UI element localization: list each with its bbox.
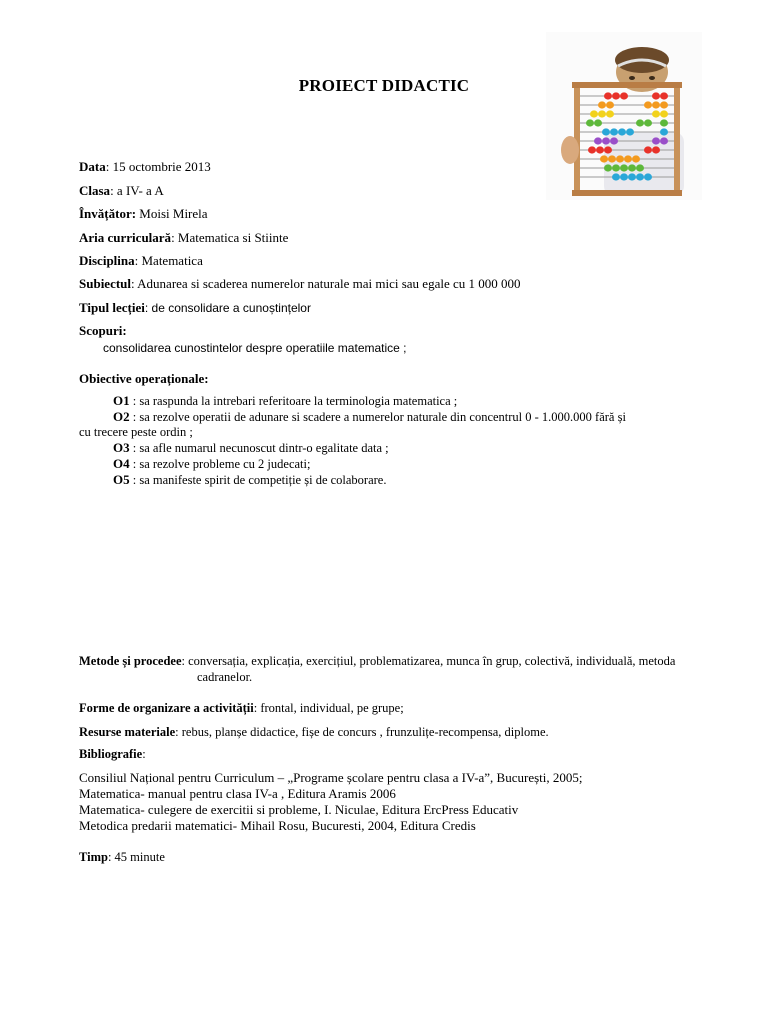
objective-o4-text: : sa rezolve probleme cu 2 judecati;	[129, 457, 311, 471]
field-tipul-label: Tipul lecției	[79, 300, 145, 315]
field-resurse	[79, 724, 549, 740]
field-subiectul-label: Subiectul	[79, 276, 132, 291]
metode-line1	[79, 653, 675, 669]
objective-o1	[113, 393, 457, 409]
bibliografie-label: Bibliografie	[79, 747, 143, 761]
obiective-heading	[79, 371, 209, 387]
field-invatator-value: Moisi Mirela	[136, 206, 208, 221]
field-tipul-value: : de consolidare a cunoștințelor	[144, 301, 311, 315]
field-disciplina	[79, 253, 203, 269]
bibliografie-colon: :	[142, 747, 146, 761]
document-title: PROIECT DIDACTIC	[298, 76, 470, 95]
forme-label: Forme de organizare a activității	[79, 701, 254, 715]
objective-o4-code: O4	[113, 456, 130, 471]
timp-label: Timp	[79, 850, 108, 864]
objective-o3-text: : sa afle numarul necunoscut dintr-o egalitate data ;	[129, 441, 389, 455]
resurse-label: Resurse materiale	[79, 725, 176, 739]
field-data	[79, 159, 211, 175]
field-clasa-value: : a IV- a A	[110, 183, 164, 198]
timp-value: : 45 minute	[107, 850, 165, 864]
field-invatator	[79, 206, 208, 222]
field-forme	[79, 700, 404, 716]
field-clasa-label: Clasa	[79, 183, 111, 198]
objective-o4	[113, 456, 310, 472]
abacus-illustration	[546, 32, 702, 200]
bibliography-item: Metodica predarii matematici- Mihail Rosu, Bucuresti, 2004, Editura Credis	[79, 818, 476, 833]
field-invatator-label: Învățător:	[79, 206, 137, 221]
objective-o3	[113, 440, 389, 456]
field-clasa	[79, 183, 164, 199]
obiective-label: Obiective operaționale:	[79, 371, 209, 386]
objective-o2-text: : sa rezolve operatii de adunare si scadere a numerelor naturale din concentrul 0 - 1.000.000 fără și	[129, 410, 626, 424]
resurse-value: : rebus, planșe didactice, fișe de concurs , frunzulițe-recompensa, diplome.	[175, 725, 549, 739]
scopuri-heading	[79, 323, 127, 339]
objective-o5-code: O5	[113, 472, 130, 487]
field-timp	[79, 849, 165, 865]
field-tipul	[79, 300, 311, 316]
bibliography-item: Matematica- manual pentru clasa IV-a , Editura Aramis 2006	[79, 786, 396, 801]
scopuri-text: consolidarea cunostintelor despre operatiile matematice ;	[103, 341, 407, 355]
field-aria-value: : Matematica si Stiinte	[171, 230, 289, 245]
bibliography-item: Matematica- culegere de exercitii si probleme, I. Niculae, Editura ErcPress Educativ	[79, 802, 519, 817]
objective-o5-text: : sa manifeste spirit de competiție și de colaborare.	[129, 473, 387, 487]
objective-o2-code: O2	[113, 409, 130, 424]
scopuri-label: Scopuri:	[79, 323, 127, 338]
forme-value: : frontal, individual, pe grupe;	[253, 701, 404, 715]
metode-line2: cadranelor.	[197, 670, 253, 684]
objective-o2-continuation: cu trecere peste ordin ;	[79, 425, 193, 439]
bibliografie-heading	[79, 746, 146, 762]
field-aria-label: Aria curriculară	[79, 230, 172, 245]
field-subiectul-value: : Adunarea si scaderea numerelor naturale mai mici sau egale cu 1 000 000	[131, 276, 521, 291]
bibliography-item: Consiliul Național pentru Curriculum – „Programe școlare pentru clasa a IV-a”, București, 2005;	[79, 770, 583, 785]
objective-o5	[113, 472, 386, 488]
field-aria	[79, 230, 288, 246]
field-disciplina-value: : Matematica	[134, 253, 203, 268]
field-subiectul	[79, 276, 521, 292]
field-data-value: : 15 octombrie 2013	[105, 159, 211, 174]
field-disciplina-label: Disciplina	[79, 253, 135, 268]
objective-o2	[113, 409, 626, 425]
metode-label: Metode și procedee	[79, 654, 182, 668]
objective-o1-code: O1	[113, 393, 130, 408]
objective-o3-code: O3	[113, 440, 130, 455]
objective-o1-text: : sa raspunda la intrebari referitoare la terminologia matematica ;	[129, 394, 458, 408]
field-data-label: Data	[79, 159, 106, 174]
metode-text-1: : conversația, explicația, exercițiul, problematizarea, munca în grup, colectivă, individuală, metoda	[181, 654, 676, 668]
abacus-child-photo	[546, 32, 702, 200]
